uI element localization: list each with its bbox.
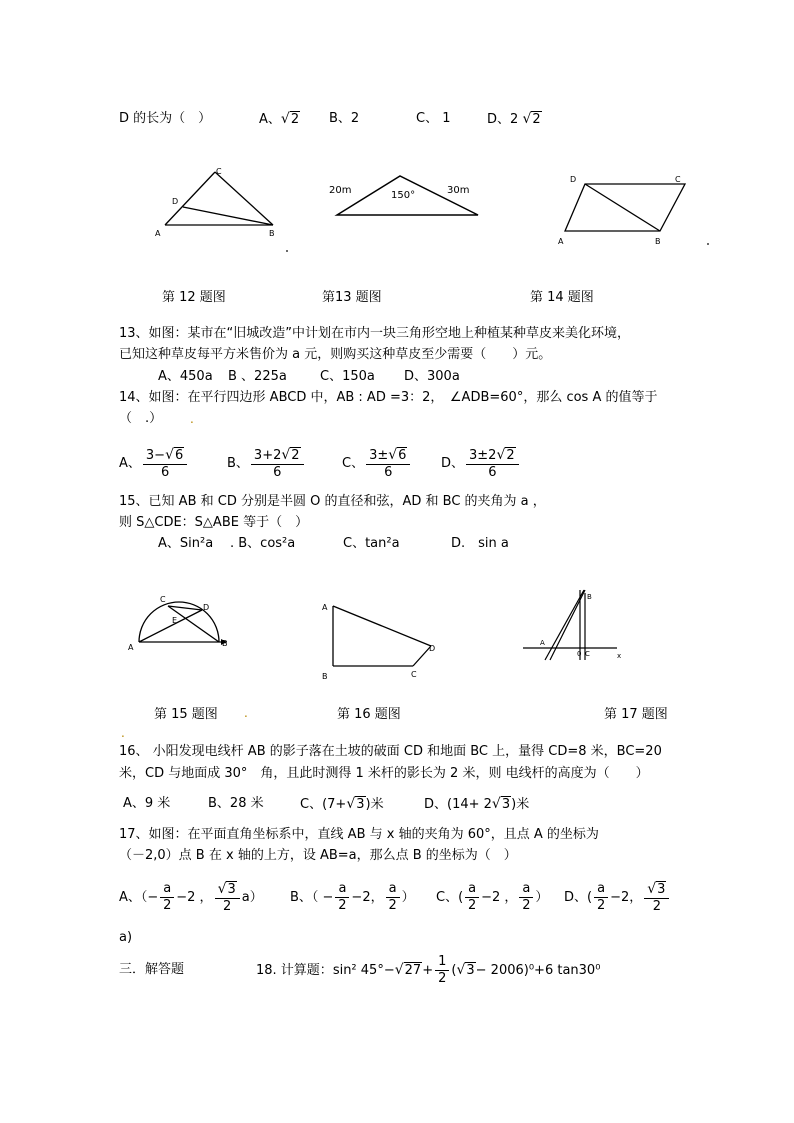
fig15-label-d: D [203, 603, 210, 612]
q14-option-a-fraction: $\frac{3-√6}{6}$ [143, 447, 187, 481]
fig16-ray-ad [333, 606, 431, 646]
figure-17 [523, 585, 633, 670]
q18-expression: 18. 计算题：sin² 45°−√27+ $\frac{1}{2}$ (√3− 2006)⁰+6 tan30⁰ [256, 954, 601, 986]
q15-option-d: D. sin a [451, 536, 509, 551]
fig13-label-angle: 150° [391, 190, 416, 201]
fig17-label-b: B [587, 593, 592, 601]
q13-line-1: 13、如图：某市在“旧城改造”中计划在市内一块三角形空地上种植某种草皮来美化环境， [119, 326, 631, 341]
q16-option-d: D、(14+ 2√3)米 [424, 796, 530, 812]
figure-15 [124, 590, 244, 660]
q15-option-b: . B、cos²a [230, 536, 296, 551]
q16-line-2: 米，CD 与地面成 30° 角，且此时测得 1 米杆的影长为 2 米，则 电线杆的高度为（ ） [119, 766, 649, 781]
q13-line-2: 已知这种草皮每平方米售价为 a 元，则购买这种草皮至少需要（ ）元。 [119, 347, 552, 362]
fig13-label-30m: 30m [447, 185, 470, 196]
section-3-title: 三．解答题 [119, 962, 185, 977]
q17-option-d-wrap: a) [119, 930, 133, 945]
q12-option-c: C、 1 [416, 111, 451, 126]
fig17-label-o: 0 [577, 650, 582, 658]
q12-line [119, 110, 211, 128]
q14-option-d: D、 $\frac{3\pm 2√2}{6}$ [441, 442, 521, 486]
q16-option-c: C、(7+√3)米 [300, 796, 384, 812]
fig17-label-a: A [540, 639, 545, 647]
caption-fig13: 第13 题图 [322, 290, 382, 305]
fig13-label-20m: 20m [329, 185, 352, 196]
figure-12 [145, 165, 285, 245]
q16-option-b: B、28 米 [208, 796, 264, 811]
caption-fig17: 第 17 题图 [604, 707, 668, 722]
q12-option-d: D、2 √2 [487, 111, 541, 127]
fig15-label-c: C [160, 595, 166, 604]
q14-option-b-fraction: $\frac{3+2√2}{6}$ [251, 447, 304, 481]
q16-line-1: 16、 小阳发现电线杆 AB 的影子落在土坡的破面 CD 和地面 BC 上，量得 CD=8 米，BC=20 [119, 744, 662, 759]
speck: . [121, 726, 125, 740]
q13-option-b: B 、225a [228, 369, 287, 384]
q14-line-1: 14、如图：在平行四边形 ABCD 中，AB : AD =3：2， ∠ADB=60°，那么 cos A 的值等于 [119, 390, 658, 405]
q12-option-a: A、√2 [259, 111, 300, 127]
q14-option-d-fraction: $\frac{3\pm 2√2}{6}$ [466, 447, 519, 481]
speck: . [190, 412, 194, 426]
caption-fig14: 第 14 题图 [530, 290, 594, 305]
q12-prefix: D 的长为（ ） [119, 111, 212, 126]
q17-option-b: B、（ − $\frac{a}{2}$ −2， $\frac{a}{2}$ ） [290, 881, 415, 913]
fig15-label-e: E [172, 616, 178, 625]
fig12-label-b: B [269, 229, 275, 238]
q13-option-c: C、150a [320, 369, 375, 384]
fig16-label-d: D [429, 644, 436, 653]
q15-option-c: C、tan²a [343, 536, 400, 551]
fig17-label-c: C [585, 650, 590, 658]
q12-option-b: B、2 [329, 111, 360, 126]
fig15-label-a: A [128, 643, 134, 652]
q15-option-a: A、Sin²a [158, 536, 214, 551]
fig14-label-a: A [558, 237, 564, 246]
q17-option-a: A、（− $\frac{a}{2}$ −2 ， $\frac{√3}{2}$ a） [119, 880, 263, 914]
fig14-label-d: D [570, 175, 577, 184]
caption-fig16: 第 16 题图 [337, 707, 401, 722]
fig14-speck [707, 243, 709, 245]
fig14-label-c: C [675, 175, 681, 184]
fig16-label-b: B [322, 672, 328, 681]
fig12-segment-db [183, 207, 273, 225]
q18-label: 18. 计算题： [256, 963, 333, 978]
figure-14 [555, 170, 715, 250]
q17-option-c: C、( $\frac{a}{2}$ −2 ， $\frac{a}{2}$ ） [436, 881, 549, 913]
fig15-label-b: B [222, 639, 228, 648]
fig16-label-a: A [322, 603, 328, 612]
q14-line-2: （ .） [119, 411, 163, 426]
fig16-label-c: C [411, 670, 417, 679]
fig15-segment-ad [139, 610, 202, 642]
fig12-speck [286, 250, 288, 252]
q14-option-c-fraction: $\frac{3\pm√6}{6}$ [366, 447, 410, 481]
fig12-side-cb [215, 172, 273, 225]
fig12-label-d: D [172, 197, 179, 206]
q16-option-a: A、9 米 [123, 796, 171, 811]
fig14-parallelogram [565, 184, 685, 231]
caption-fig12: 第 12 题图 [162, 290, 226, 305]
fig12-label-c: C [216, 167, 222, 176]
figure-16 [318, 598, 438, 682]
q17-line-1: 17、如图：在平面直角坐标系中，直线 AB 与 x 轴的夹角为 60°，且点 A 的坐标为 [119, 827, 599, 842]
fig14-diagonal-db [585, 184, 660, 231]
q14-option-a: A、 $\frac{3-√6}{6}$ [119, 442, 189, 486]
caption-fig15: 第 15 题图 [154, 707, 218, 722]
fig17-label-x: x [617, 652, 622, 660]
fig14-label-b: B [655, 237, 661, 246]
figure-13 [325, 170, 485, 220]
q17-option-d: D、( $\frac{a}{2}$ −2， $\frac{√3}{2}$ [564, 876, 671, 920]
q14-option-c: C、 $\frac{3\pm√6}{6}$ [342, 442, 412, 486]
speck: . [244, 706, 248, 720]
fig12-label-a: A [155, 229, 161, 238]
q14-option-b: B、 $\frac{3+2√2}{6}$ [227, 442, 306, 486]
q15-line-2: 则 S△CDE：S△ABE 等于（ ） [119, 515, 309, 530]
q15-line-1: 15、已知 AB 和 CD 分别是半圆 O 的直径和弦，AD 和 BC 的夹角为 a ， [119, 494, 546, 509]
q13-option-d: D、300a [404, 369, 460, 384]
q17-line-2: （－2,0）点 B 在 x 轴的上方，设 AB=a，那么点 B 的坐标为（ ） [119, 848, 517, 863]
q13-option-a: A、450a [158, 369, 213, 384]
